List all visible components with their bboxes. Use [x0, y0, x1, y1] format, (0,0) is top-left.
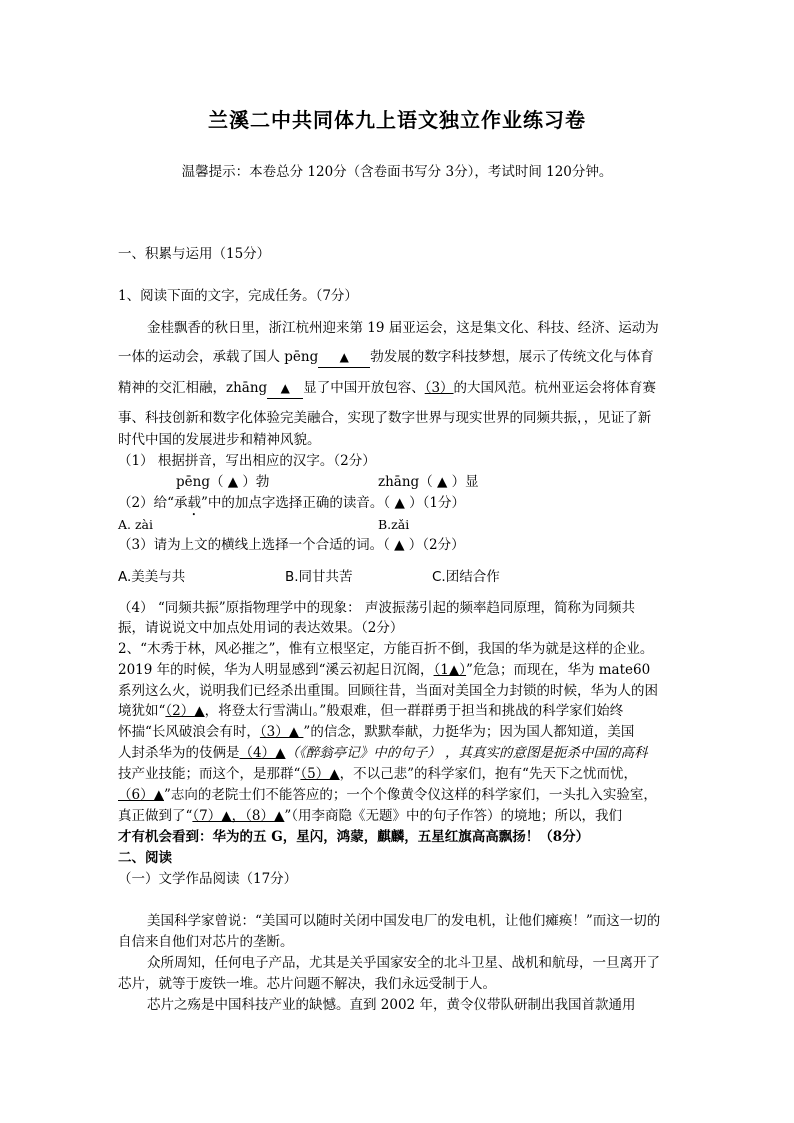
q2-line-1: 2、“木秀于林，风必摧之”，惟有立根坚定，方能百折不倒，我国的华为就是这样的企业。	[118, 641, 654, 657]
passage-line-2: 一体的运动会，承载了国人 pēng ▲ 勃发展的数字科技梦想，展示了传统文化与体育	[118, 347, 654, 368]
q2-line-7: 技产业技能；而这个，是那群“（5）▲，不以己悲”的科学家们，抱有“先天下之忧而忧，	[118, 766, 637, 782]
q2-line-8: （6）▲”志向的老院士们不能答应的；一个个像黄令仪这样的科学家们，一头扎入实验室，	[118, 787, 657, 803]
passage-line-4: 事、科技创新和数字化体验完美融合，实现了数字世界与现实世界的同频共振，，见证了新	[118, 410, 652, 426]
q2-line-9: 真正做到了“（7）▲，（8）▲”（用李商隐《无题》中的句子作答）的境地；所以，我们	[118, 808, 623, 824]
section2-sub-heading: （一）文学作品阅读（17分）	[118, 871, 298, 887]
sub3-option-b: B.同甘共苦	[285, 569, 353, 585]
exam-tip: 温馨提示：本卷总分 120分（含卷面书写分 3分），考试时间 120分钟。	[181, 164, 613, 180]
passage-line-1: 金桂飘香的秋日里，浙江杭州迎来第 19 届亚运会，这是集文化、科技、经济、运动为	[147, 320, 659, 336]
answer-blank-2[interactable]: （2）▲	[165, 703, 205, 719]
section2-heading: 二、阅读	[118, 850, 172, 866]
reading-p2-line-2: 芯片，就等于废铁一堆。芯片问题不解决，我们永远受制于人。	[118, 976, 496, 992]
answer-blank-1[interactable]: （1▲）	[433, 662, 467, 678]
page-title: 兰溪二中共同体九上语文独立作业练习卷	[208, 108, 586, 132]
sub-question-1: （1） 根据拼音，写出相应的汉字。（2分）	[118, 453, 376, 469]
sub-question-2: （2）给“承载”中的加点字选择正确的读音。（ ▲ ）（1分）	[118, 495, 465, 511]
q2-line-2: 2019 年的时候，华为人明显感到“溪云初起日沉阁，（1▲）”危急；而现在，华为 mate60	[118, 662, 651, 678]
answer-blank-peng[interactable]: ▲	[318, 347, 370, 368]
q2-line-10: 才有机会看到：华为的五 G，星闪，鸿蒙，麒麟，五星红旗高高飘扬！（8分）	[118, 829, 590, 845]
passage-line-5: 时代中国的发展进步和精神风貌。	[118, 432, 321, 448]
answer-blank-3[interactable]: （3）▲	[259, 724, 304, 740]
sub-question-4-line-2: 振，请说说文中加点处用词的表达效果。（2分）	[118, 620, 404, 636]
sub1-item-peng: pēng（ ▲ ）勃	[176, 474, 270, 490]
sub-question-3: （3）请为上文的横线上选择一个合适的词。（ ▲ ）（2分）	[118, 537, 465, 553]
reading-p3-line-1: 芯片之殇是中国科技产业的缺憾。直到 2002 年，黄令仪带队研制出我国首款通用	[147, 997, 636, 1013]
reading-p1-line-1: 美国科学家曾说：“美国可以随时关闭中国发电厂的发电机，让他们瘫痪！”而这一切的	[147, 913, 661, 929]
sub3-option-a: A.美美与共	[118, 569, 186, 585]
reading-p1-line-2: 自信来自他们对芯片的垄断。	[118, 934, 294, 950]
q2-line-5: 怀揣“长风破浪会有时，（3）▲ ”的信念，默默奉献，力挺华为；因为国人都知道，美国	[118, 724, 635, 740]
answer-blank-zhang[interactable]: ▲	[267, 378, 303, 399]
answer-blank-4[interactable]: （4）▲	[239, 745, 286, 761]
answer-blank-5[interactable]: （5）▲	[300, 766, 340, 782]
q1-heading: 1、阅读下面的文字，完成任务。（7分）	[118, 288, 358, 304]
q2-line-6: 人封杀华为的伎俩是（4）▲（《醉翁亭记》中的句子） ，其真实的意图是扼杀中国的高科	[118, 745, 648, 761]
sub2-option-a: A. zài	[118, 517, 154, 532]
sub-question-4-line-1: （4） “同频共振”原指物理学中的现象： 声波振荡引起的频率趋同原理，简称为同频共	[118, 600, 635, 616]
answer-blank-7-8[interactable]: （7）▲，（8）▲	[192, 808, 285, 824]
sub2-option-b: B.zǎi	[378, 517, 410, 532]
q2-line-4: 境犹如“（2）▲，将登太行雪满山。”般艰难，但一群群勇于担当和挑战的科学家们始终	[118, 703, 624, 719]
passage-line-3: 精神的交汇相融，zhāng ▲ 显了中国开放包容、（3）的大国风范。杭州亚运会将体育赛	[118, 378, 656, 399]
sub1-item-zhang: zhāng（ ▲ ）显	[378, 474, 479, 490]
answer-blank-6[interactable]: （6）▲	[118, 787, 164, 803]
section1-heading: 一、积累与运用（15分）	[118, 246, 271, 262]
reading-p2-line-1: 众所周知，任何电子产品，尤其是关乎国家安全的北斗卫星、战机和航母，一旦离开了	[147, 955, 660, 971]
sub3-option-c: C.团结合作	[432, 569, 500, 585]
q2-line-3: 系列这么火，说明我们已经杀出重围。回顾往昔，当面对美国全力封锁的时候，华为人的困	[118, 683, 658, 699]
